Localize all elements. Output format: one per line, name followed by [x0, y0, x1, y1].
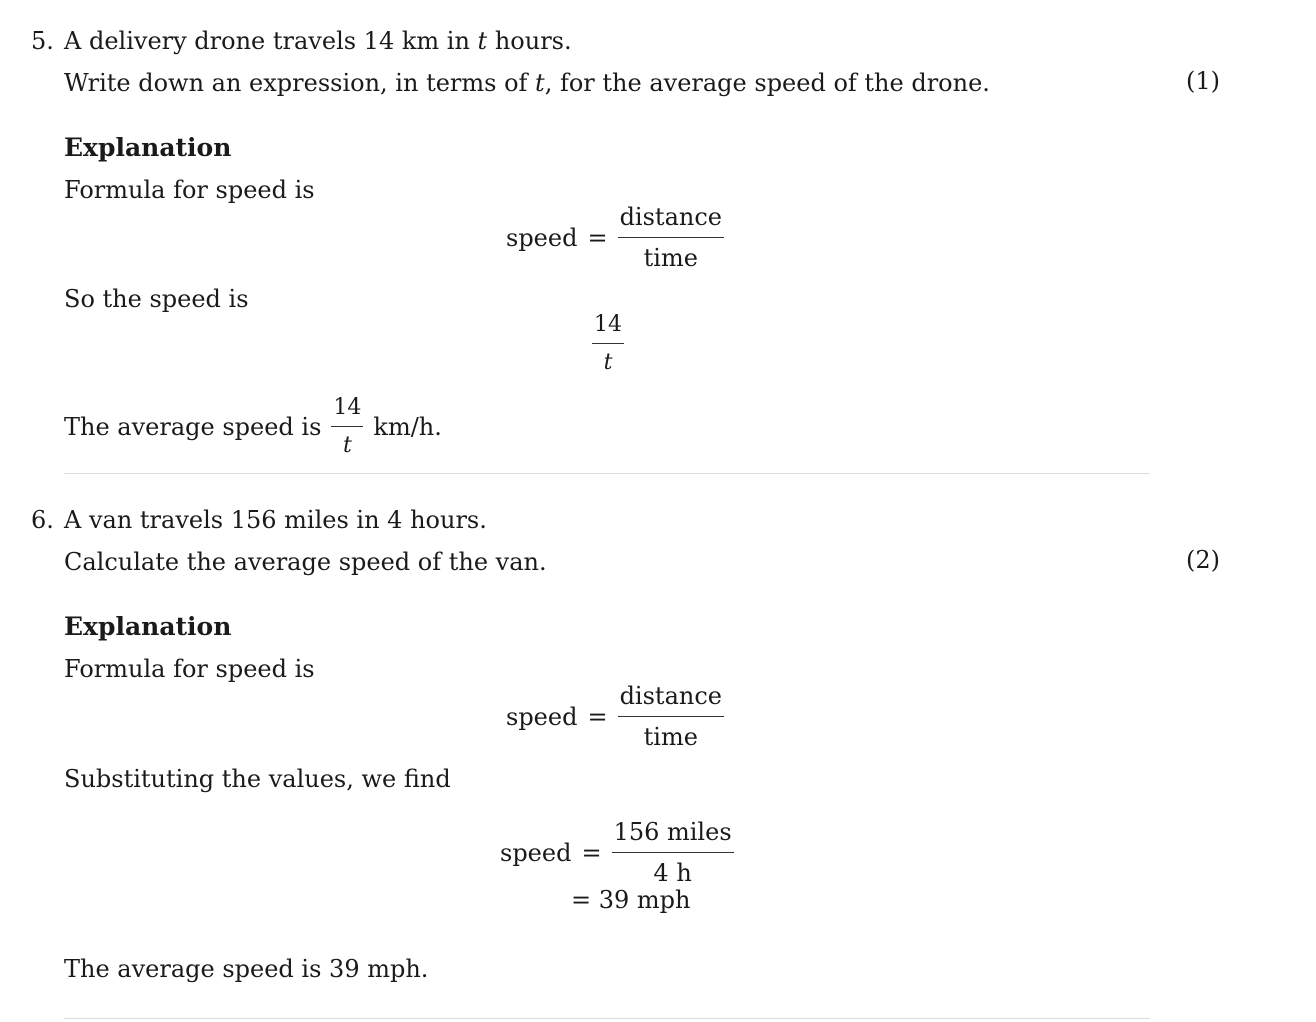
formula-fraction — [618, 203, 724, 272]
speed-numerator: 14 — [594, 312, 622, 337]
question-6-conclusion: The average speed is 39 mph. — [64, 955, 429, 983]
question-5-so-text: So the speed is — [64, 285, 249, 313]
section-divider — [64, 1018, 1150, 1019]
question-5-formula-intro: Formula for speed is — [64, 176, 315, 204]
conclusion-numerator: 14 — [333, 395, 362, 420]
question-6-prompt: Calculate the average speed of the van. — [64, 548, 547, 576]
question-5-prompt-variable: t — [535, 69, 545, 97]
question-6-substitution-text: Substituting the values, we find — [64, 765, 451, 793]
question-6-formula — [506, 682, 724, 751]
formula-denominator: time — [643, 244, 698, 272]
formula-numerator: distance — [619, 682, 722, 710]
question-6-number: 6. — [31, 506, 54, 534]
question-5-explanation-heading: Explanation — [64, 133, 232, 162]
formula-equals: = — [587, 702, 608, 731]
calc-denominator: 4 h — [653, 859, 692, 887]
question-5-speed-fraction — [592, 312, 624, 375]
conclusion-fraction — [331, 395, 363, 458]
question-6-calculation — [500, 818, 734, 887]
question-5-text-a: A delivery drone travels 14 km in — [64, 27, 478, 55]
formula-equals: = — [587, 223, 608, 252]
question-5-prompt-a: Write down an expression, in terms of — [64, 69, 536, 97]
formula-lhs: speed — [506, 702, 578, 731]
question-5-prompt — [64, 71, 990, 95]
question-6-formula-intro: Formula for speed is — [64, 655, 315, 683]
formula-numerator: distance — [619, 203, 722, 231]
question-5-formula — [506, 203, 724, 272]
question-6-marks: (2) — [1186, 546, 1220, 574]
calc-fraction — [612, 818, 734, 887]
formula-fraction — [618, 682, 724, 751]
question-5-text — [64, 29, 572, 53]
calc-lhs: speed — [500, 838, 572, 867]
question-5-prompt-b: , for the average speed of the drone. — [544, 69, 990, 97]
question-6-text: A van travels 156 miles in 4 hours. — [64, 506, 487, 534]
question-6-result: = 39 mph — [571, 886, 691, 914]
question-5-conclusion — [64, 395, 442, 458]
question-5-variable: t — [477, 27, 488, 55]
speed-denominator: t — [603, 350, 613, 375]
calc-numerator: 156 miles — [613, 818, 732, 846]
conclusion-text-a: The average speed is — [64, 412, 322, 441]
formula-lhs: speed — [506, 223, 578, 252]
section-divider — [64, 473, 1150, 474]
speed-fraction — [592, 312, 624, 375]
conclusion-denominator: t — [343, 433, 352, 458]
formula-denominator: time — [643, 723, 698, 751]
conclusion-text-b: km/h. — [373, 412, 442, 441]
question-5-number: 5. — [31, 27, 54, 55]
question-5-text-b: hours. — [487, 27, 572, 55]
question-6-explanation-heading: Explanation — [64, 612, 232, 641]
calc-equals: = — [581, 838, 602, 867]
question-5-marks: (1) — [1186, 67, 1220, 95]
